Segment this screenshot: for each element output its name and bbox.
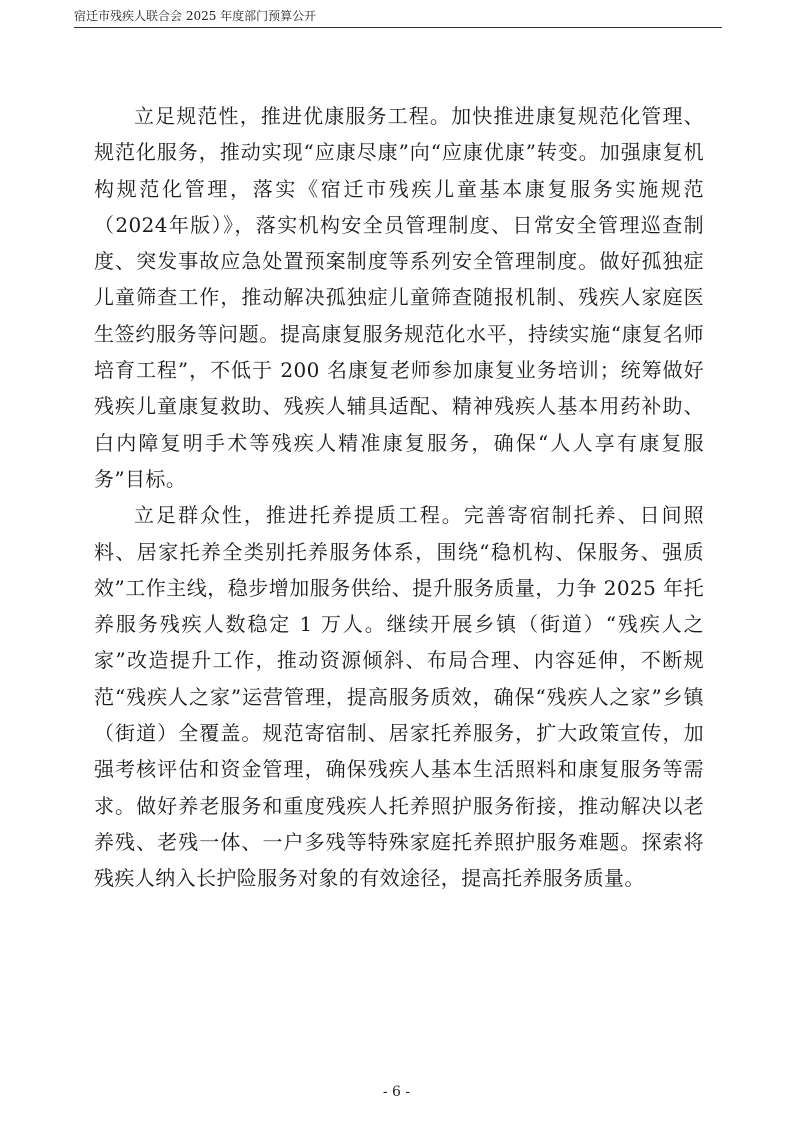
paragraph-custodial-care: 立足群众性，推进托养提质工程。完善寄宿制托养、日间照料、居家托养全类别托养服务体系，围绕“稳机构、保服务、强质效”工作主线，稳步增加服务供给、提升服务质量，力争 2025 年托养服务残疾人数稳定 1 万人。继续开展乡镇（街道）“残疾人之家”改造提升工作，推动资源倾斜、布局合理、内容延伸，不断规范“残疾人之家”运营管理，提高服务质效，确保“残疾人之家”乡镇（街道）全覆盖。规范寄宿制、居家托养服务，扩大政策宣传，加强考核评估和资金管理，确保残疾人基本生活照料和康复服务等需求。做好养老服务和重度残疾人托养照护服务衔接，推动解决以老养残、老残一体、一户多残等特殊家庭托养照护服务难题。探索将残疾人纳入长护险服务对象的有效途径，提高托养服务质量。 (94, 503, 704, 891)
paragraph-rehabilitation-service: 立足规范性，推进优康服务工程。加快推进康复规范化管理、规范化服务，推动实现“应康尽康”向“应康优康”转变。加强康复机构规范化管理，落实《宿迁市残疾儿童基本康复服务实施规范（2024年版）》，落实机构安全员管理制度、日常安全管理巡查制度、突发事故应急处置预案制度等系列安全管理制度。做好孤独症儿童筛查工作，推动解决孤独症儿童筛查随报机制、残疾人家庭医生签约服务等问题。提高康复服务规范化水平，持续实施“康复名师培育工程”，不低于 200 名康复老师参加康复业务培训；统筹做好残疾儿童康复救助、残疾人辅具适配、精神残疾人基本用药补助、白内障复明手术等残疾人精准康复服务，确保“人人享有康复服务”目标。 (94, 104, 704, 491)
document-body (94, 98, 704, 897)
page-number: - 6 - (382, 1084, 411, 1100)
page-header (74, 8, 316, 24)
header-title: 宿迁市残疾人联合会 2025 年度部门预算公开 (74, 9, 317, 23)
header-divider (74, 27, 722, 28)
